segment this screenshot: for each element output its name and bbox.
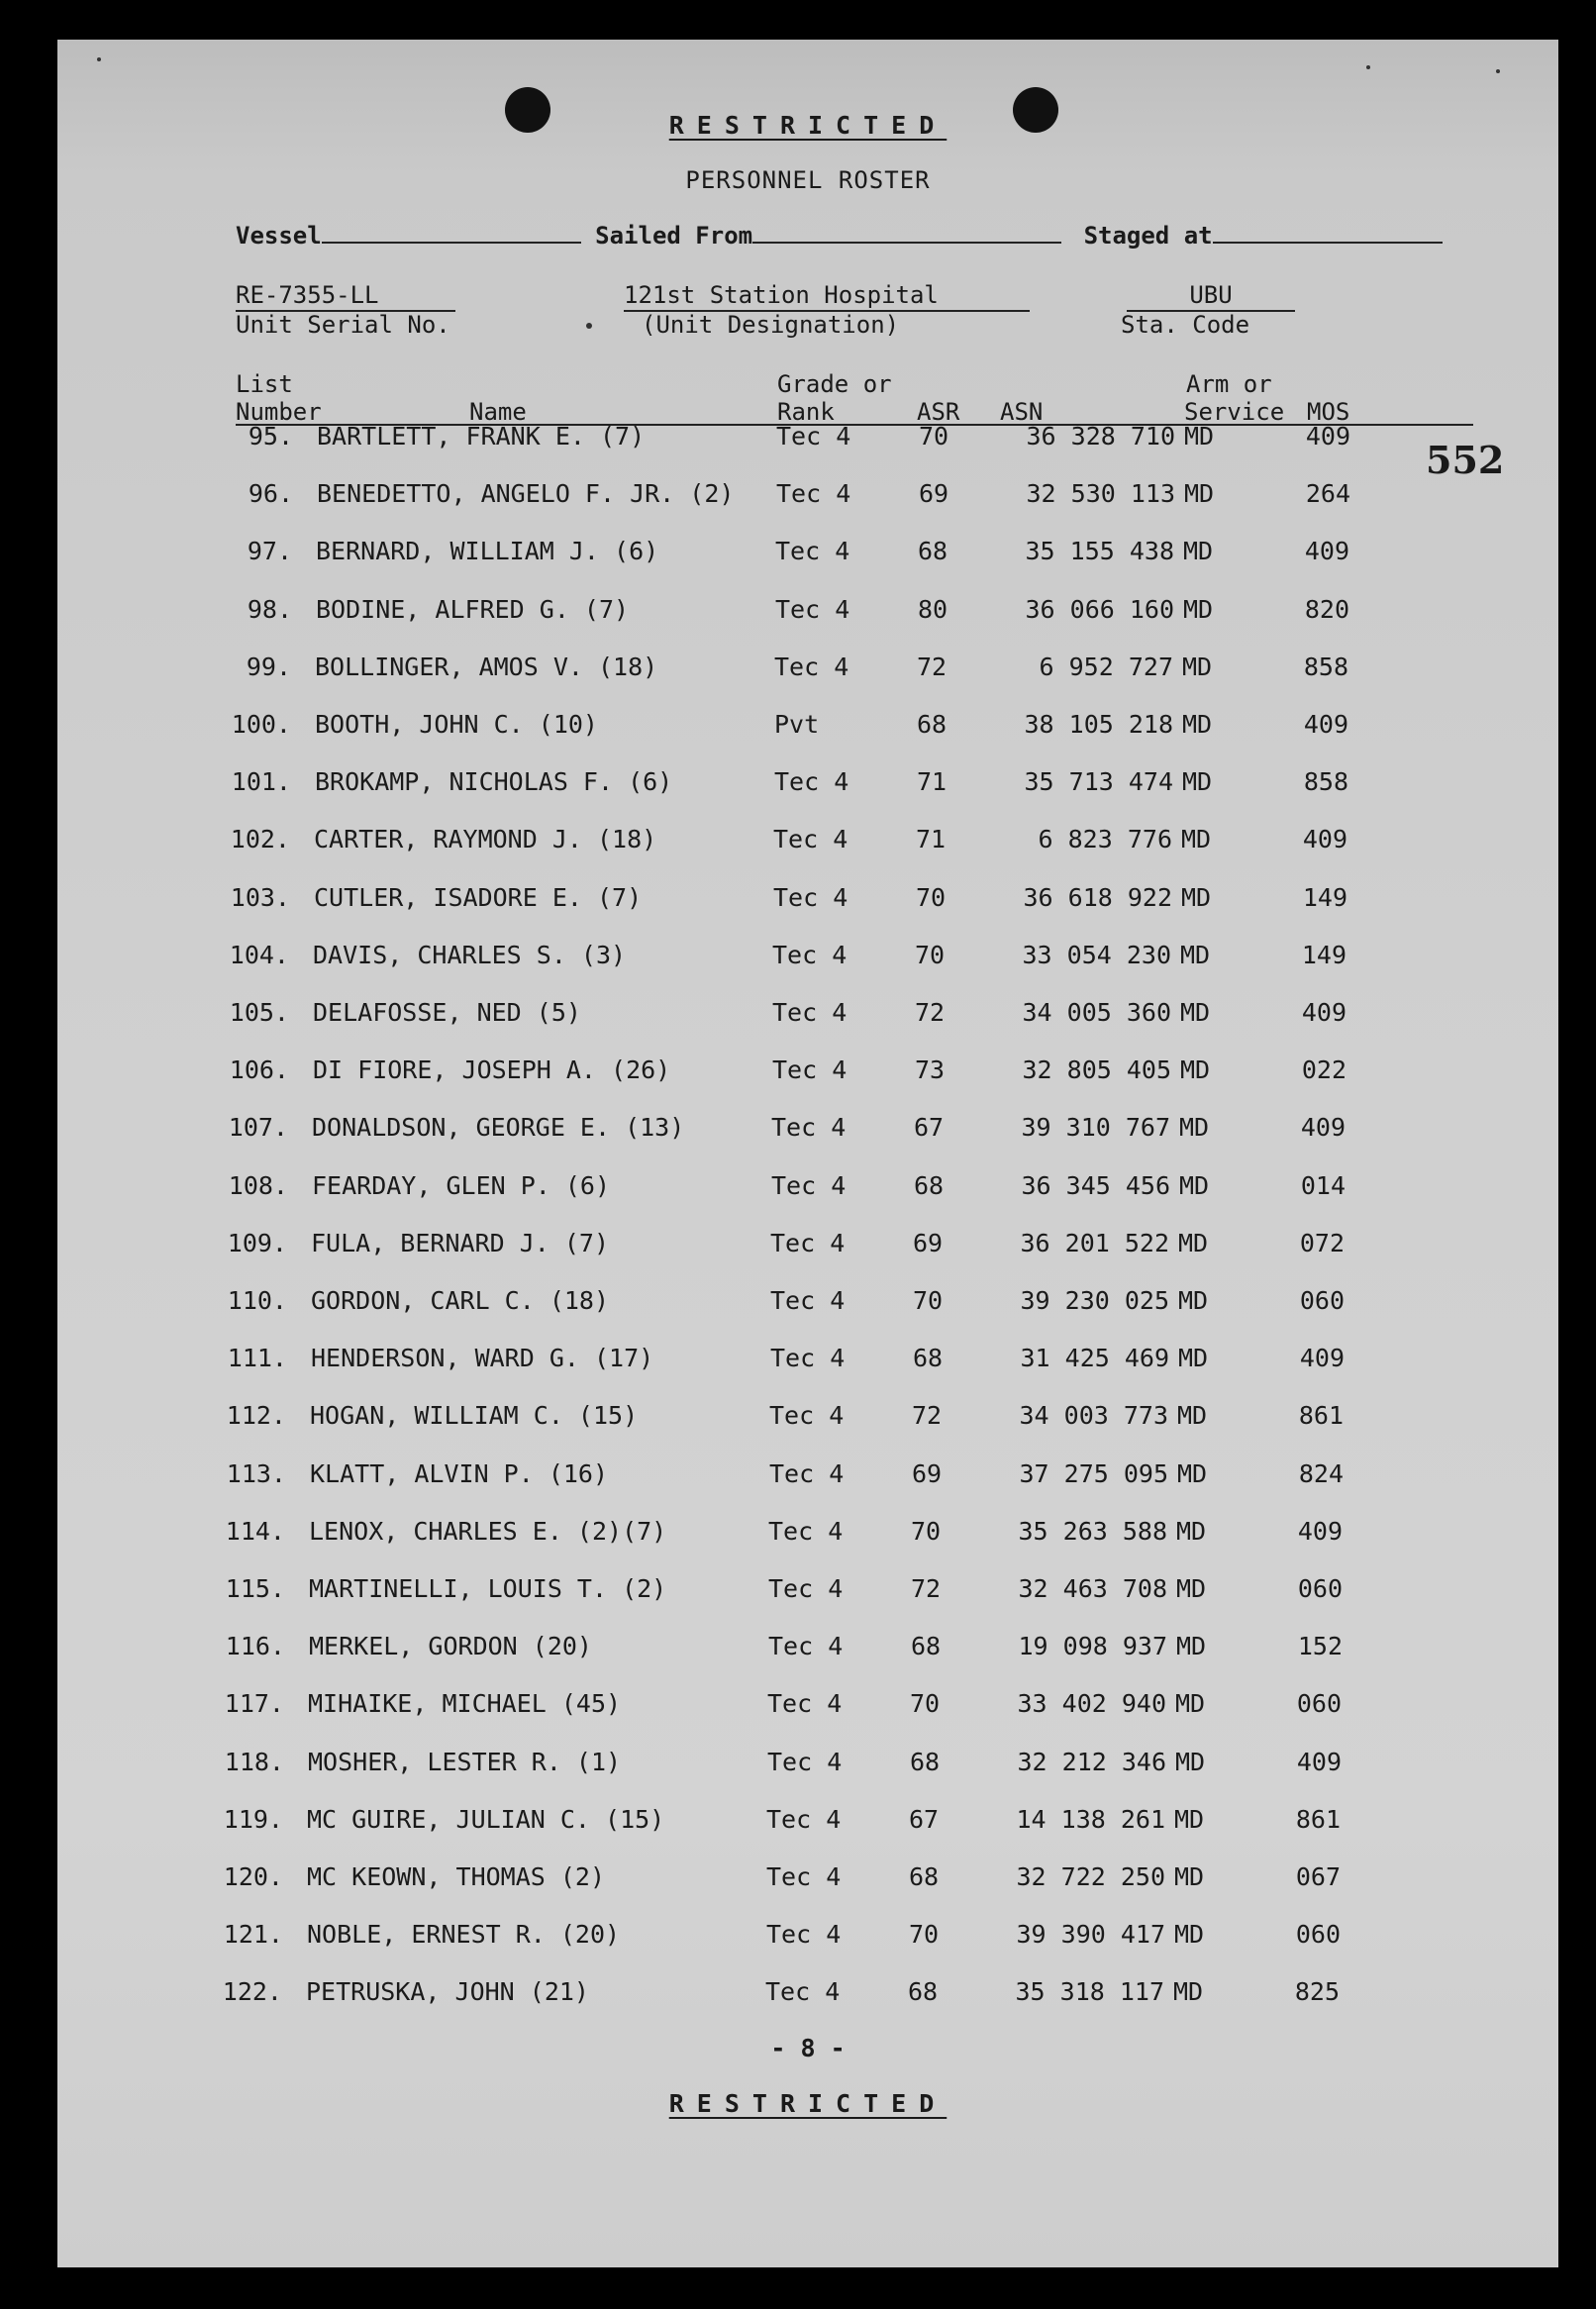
col-mos: MOS: [1307, 398, 1350, 426]
list-number-cell: 121.: [223, 1920, 283, 1950]
arm-service-cell: MD: [1173, 1977, 1204, 2007]
name-cell: HOGAN, WILLIAM C. (15): [310, 1401, 639, 1431]
name-cell: MARTINELLI, LOUIS T. (2): [309, 1574, 667, 1603]
arm-service-cell: MD: [1184, 479, 1215, 509]
vessel-label: Vessel: [236, 222, 322, 250]
arm-service-cell: MD: [1174, 1920, 1205, 1950]
rank-cell: Tec 4: [766, 1920, 842, 1950]
speck: [1496, 69, 1500, 73]
table-row: [57, 1344, 1558, 1383]
mos-cell: 264: [1305, 479, 1350, 509]
list-number-cell: 98.: [247, 594, 292, 624]
arm-service-cell: MD: [1178, 1228, 1209, 1257]
rank-cell: Tec 4: [773, 882, 848, 912]
rank-cell: Tec 4: [769, 1458, 845, 1488]
list-number-cell: 106.: [229, 1055, 289, 1085]
asr-cell: 72: [912, 1401, 943, 1431]
arm-service-cell: MD: [1174, 1804, 1205, 1834]
list-number-cell: 112.: [226, 1401, 286, 1431]
mos-cell: 149: [1301, 940, 1347, 969]
list-number-cell: 103.: [230, 882, 290, 912]
name-cell: BARTLETT, FRANK E. (7): [317, 422, 646, 451]
arm-service-cell: MD: [1178, 1286, 1209, 1315]
asr-cell: 68: [910, 1747, 941, 1776]
arm-service-cell: MD: [1181, 825, 1212, 854]
asr-cell: 72: [911, 1574, 942, 1603]
list-number-cell: 118.: [224, 1747, 284, 1776]
rank-cell: Tec 4: [774, 652, 849, 681]
col-name: Name: [469, 398, 527, 426]
asr-cell: 67: [914, 1113, 945, 1143]
arm-service-cell: MD: [1175, 1747, 1206, 1776]
list-number-cell: 111.: [227, 1344, 287, 1373]
mos-cell: 409: [1304, 537, 1349, 566]
asn-cell: 38 105 218: [1024, 710, 1173, 739]
asn-cell: 37 275 095: [1019, 1458, 1168, 1488]
name-cell: MC KEOWN, THOMAS (2): [307, 1862, 606, 1891]
list-number-cell: 102.: [230, 825, 290, 854]
asn-cell: 19 098 937: [1018, 1632, 1167, 1661]
mos-cell: 409: [1303, 710, 1348, 739]
mos-cell: 409: [1297, 1516, 1343, 1546]
asr-cell: 70: [911, 1516, 942, 1546]
list-number-cell: 95.: [248, 422, 293, 451]
table-row: [57, 1286, 1558, 1326]
col-list-number: [236, 370, 322, 426]
mos-cell: 409: [1300, 1113, 1346, 1143]
mos-cell: 820: [1304, 594, 1349, 624]
arm-service-cell: MD: [1182, 767, 1213, 797]
asn-cell: 36 328 710: [1026, 422, 1175, 451]
asn-cell: 32 722 250: [1016, 1862, 1165, 1891]
vessel-line: [236, 222, 1443, 250]
table-row: [57, 1689, 1558, 1729]
asn-cell: 32 805 405: [1022, 1055, 1171, 1085]
name-cell: NOBLE, ERNEST R. (20): [307, 1920, 621, 1950]
col-arm-label: Arm or: [1186, 370, 1272, 398]
asr-cell: 72: [917, 652, 948, 681]
arm-service-cell: MD: [1182, 710, 1213, 739]
asr-cell: 70: [919, 422, 949, 451]
list-number-cell: 113.: [226, 1458, 286, 1488]
name-cell: MIHAIKE, MICHAEL (45): [308, 1689, 622, 1719]
asr-cell: 71: [917, 767, 948, 797]
arm-service-cell: MD: [1183, 594, 1214, 624]
asr-cell: 71: [916, 825, 947, 854]
sta-code-label: Sta. Code: [1121, 311, 1250, 339]
col-rank-label: Rank: [777, 398, 835, 426]
rank-cell: Tec 4: [775, 537, 850, 566]
arm-service-cell: MD: [1181, 882, 1212, 912]
unit-serial-value: [236, 281, 455, 312]
table-row: [57, 537, 1558, 576]
table-row: [57, 1632, 1558, 1671]
table-row: [57, 1862, 1558, 1902]
rank-cell: Tec 4: [772, 998, 848, 1027]
arm-service-cell: MD: [1180, 1055, 1211, 1085]
table-row: [57, 1805, 1558, 1845]
rank-cell: Tec 4: [768, 1516, 844, 1546]
list-number-cell: 97.: [247, 537, 292, 566]
table-row: [57, 1055, 1558, 1095]
asn-cell: 34 003 773: [1019, 1401, 1168, 1431]
rank-cell: Tec 4: [770, 1344, 846, 1373]
table-row: [57, 1171, 1558, 1211]
name-cell: DONALDSON, GEORGE E. (13): [312, 1113, 685, 1143]
list-number-cell: 96.: [248, 479, 293, 509]
sta-code: UBU: [1127, 281, 1295, 312]
arm-service-cell: MD: [1177, 1458, 1208, 1488]
col-grade: [777, 370, 892, 426]
asn-cell: 36 201 522: [1020, 1228, 1169, 1257]
list-number-cell: 110.: [227, 1286, 287, 1315]
asr-cell: 72: [915, 998, 946, 1027]
mos-cell: 060: [1295, 1920, 1341, 1950]
name-cell: FEARDAY, GLEN P. (6): [312, 1170, 611, 1200]
col-grade-label: Grade or: [777, 370, 892, 398]
name-cell: BODINE, ALFRED G. (7): [316, 594, 630, 624]
list-number-cell: 122.: [222, 1977, 282, 2007]
asr-cell: 68: [918, 537, 948, 566]
asn-cell: 35 318 117: [1015, 1977, 1164, 2007]
col-list-label: List: [236, 370, 293, 398]
name-cell: DAVIS, CHARLES S. (3): [313, 940, 627, 969]
asr-cell: 73: [915, 1055, 946, 1085]
list-number-cell: 117.: [224, 1689, 284, 1719]
table-row: [57, 767, 1558, 807]
name-cell: HENDERSON, WARD G. (17): [311, 1344, 654, 1373]
asn-cell: 6 952 727: [1039, 652, 1173, 681]
list-number-cell: 120.: [223, 1862, 283, 1891]
asn-cell: 32 212 346: [1017, 1747, 1166, 1776]
rank-cell: Tec 4: [766, 1862, 842, 1891]
name-cell: PETRUSKA, JOHN (21): [306, 1977, 589, 2007]
sta-code-value: [1127, 281, 1295, 312]
page-title: PERSONNEL ROSTER: [685, 166, 931, 194]
list-number-cell: 101.: [231, 767, 291, 797]
mos-cell: 409: [1302, 825, 1347, 854]
asr-cell: 70: [913, 1286, 944, 1315]
unit-designation-value: [624, 281, 1030, 312]
asn-cell: 36 345 456: [1021, 1170, 1170, 1200]
table-row: [57, 422, 1558, 461]
classification-header: RESTRICTED: [668, 111, 948, 140]
unit-serial-number: RE-7355-LL: [236, 281, 455, 312]
asr-cell: 70: [909, 1920, 940, 1950]
table-row: [57, 595, 1558, 635]
mos-cell: 022: [1301, 1055, 1347, 1085]
asn-cell: 34 005 360: [1022, 998, 1171, 1027]
rank-cell: Tec 4: [776, 479, 851, 509]
arm-service-cell: MD: [1184, 422, 1215, 451]
asr-cell: 68: [913, 1344, 944, 1373]
list-number-cell: 116.: [225, 1632, 285, 1661]
arm-service-cell: MD: [1174, 1862, 1205, 1891]
mos-cell: 409: [1301, 998, 1347, 1027]
speck: [97, 57, 101, 61]
rank-cell: Tec 4: [774, 767, 849, 797]
list-number-cell: 109.: [227, 1228, 287, 1257]
rank-cell: Tec 4: [771, 1170, 847, 1200]
table-row: [57, 1401, 1558, 1441]
name-cell: BOOTH, JOHN C. (10): [315, 710, 598, 739]
rank-cell: Tec 4: [765, 1977, 841, 2007]
table-row: [57, 1459, 1558, 1499]
asn-cell: 35 263 588: [1018, 1516, 1167, 1546]
arm-service-cell: MD: [1176, 1632, 1207, 1661]
staged-at-blank: [1213, 238, 1443, 244]
asr-cell: 68: [917, 710, 948, 739]
name-cell: BERNARD, WILLIAM J. (6): [316, 537, 659, 566]
arm-service-cell: MD: [1180, 998, 1211, 1027]
arm-service-cell: MD: [1175, 1689, 1206, 1719]
mos-cell: 014: [1300, 1170, 1346, 1200]
asr-cell: 68: [908, 1977, 939, 2007]
table-row: [57, 1920, 1558, 1959]
asr-cell: 80: [918, 594, 948, 624]
asr-cell: 70: [915, 940, 946, 969]
asr-cell: 70: [916, 882, 947, 912]
table-row: [57, 998, 1558, 1038]
asr-cell: 69: [919, 479, 949, 509]
asn-cell: 39 230 025: [1020, 1286, 1169, 1315]
page-number: - 8 -: [770, 2034, 846, 2062]
name-cell: CUTLER, ISADORE E. (7): [314, 882, 643, 912]
asr-cell: 68: [909, 1862, 940, 1891]
name-cell: LENOX, CHARLES E. (2)(7): [309, 1516, 667, 1546]
mos-cell: 858: [1303, 652, 1348, 681]
unit-designation-label: (Unit Designation): [642, 311, 900, 339]
name-cell: MC GUIRE, JULIAN C. (15): [307, 1804, 665, 1834]
mos-cell: 060: [1296, 1689, 1342, 1719]
list-number-cell: 104.: [229, 940, 289, 969]
table-row: [57, 1574, 1558, 1614]
name-cell: GORDON, CARL C. (18): [311, 1286, 610, 1315]
page-stamp-number: 552: [1426, 438, 1505, 482]
table-row: [57, 1977, 1558, 2017]
mos-cell: 858: [1303, 767, 1348, 797]
asr-cell: 69: [913, 1228, 944, 1257]
name-cell: KLATT, ALVIN P. (16): [310, 1458, 609, 1488]
rank-cell: Tec 4: [768, 1574, 844, 1603]
rank-cell: Pvt: [774, 710, 820, 739]
asn-cell: 33 402 940: [1017, 1689, 1166, 1719]
sailed-from-blank: [752, 238, 1061, 244]
asr-cell: 68: [911, 1632, 942, 1661]
mos-cell: 152: [1297, 1632, 1343, 1661]
rank-cell: Tec 4: [767, 1747, 843, 1776]
unit-designation: 121st Station Hospital: [624, 281, 1030, 312]
speck: [1366, 65, 1370, 69]
rank-cell: Tec 4: [772, 940, 848, 969]
rank-cell: Tec 4: [768, 1632, 844, 1661]
rank-cell: Tec 4: [772, 1055, 848, 1085]
asn-cell: 31 425 469: [1020, 1344, 1169, 1373]
asn-cell: 6 823 776: [1038, 825, 1172, 854]
asn-cell: 14 138 261: [1016, 1804, 1165, 1834]
mos-cell: 409: [1296, 1747, 1342, 1776]
mos-cell: 409: [1299, 1344, 1345, 1373]
col-asn: ASN: [1000, 398, 1044, 426]
name-cell: BENEDETTO, ANGELO F. JR. (2): [317, 479, 735, 509]
asr-cell: 69: [912, 1458, 943, 1488]
rank-cell: Tec 4: [776, 422, 851, 451]
list-number-cell: 119.: [223, 1804, 283, 1834]
name-cell: CARTER, RAYMOND J. (18): [314, 825, 657, 854]
name-cell: DI FIORE, JOSEPH A. (26): [313, 1055, 671, 1085]
sailed-from-label: Sailed From: [595, 222, 753, 250]
arm-service-cell: MD: [1180, 940, 1211, 969]
list-number-cell: 100.: [231, 710, 291, 739]
arm-service-cell: MD: [1182, 652, 1213, 681]
mos-cell: 149: [1302, 882, 1347, 912]
arm-service-cell: MD: [1177, 1401, 1208, 1431]
asn-cell: 36 066 160: [1025, 594, 1174, 624]
name-cell: FULA, BERNARD J. (7): [311, 1228, 610, 1257]
asn-cell: 32 530 113: [1026, 479, 1175, 509]
mos-cell: 060: [1299, 1286, 1345, 1315]
asn-cell: 33 054 230: [1022, 940, 1171, 969]
mos-cell: 409: [1305, 422, 1350, 451]
name-cell: MERKEL, GORDON (20): [309, 1632, 592, 1661]
list-number-cell: 115.: [225, 1574, 285, 1603]
rank-cell: Tec 4: [769, 1401, 845, 1431]
arm-service-cell: MD: [1179, 1170, 1210, 1200]
asn-cell: 32 463 708: [1018, 1574, 1167, 1603]
vessel-blank: [322, 238, 581, 244]
asr-cell: 67: [909, 1804, 940, 1834]
list-number-cell: 107.: [228, 1113, 288, 1143]
list-number-cell: 99.: [246, 652, 291, 681]
name-cell: MOSHER, LESTER R. (1): [308, 1747, 622, 1776]
mos-cell: 861: [1298, 1401, 1344, 1431]
arm-service-cell: MD: [1179, 1113, 1210, 1143]
asn-cell: 39 310 767: [1021, 1113, 1170, 1143]
rank-cell: Tec 4: [770, 1286, 846, 1315]
rank-cell: Tec 4: [767, 1689, 843, 1719]
arm-service-cell: MD: [1176, 1574, 1207, 1603]
rank-cell: Tec 4: [771, 1113, 847, 1143]
col-asr: ASR: [917, 398, 960, 426]
name-cell: DELAFOSSE, NED (5): [313, 998, 581, 1027]
table-row: [57, 710, 1558, 750]
rank-cell: Tec 4: [770, 1228, 846, 1257]
table-row: [57, 1517, 1558, 1556]
mos-cell: 861: [1295, 1804, 1341, 1834]
col-number-label: Number: [236, 398, 322, 426]
name-cell: BOLLINGER, AMOS V. (18): [315, 652, 658, 681]
asn-cell: 35 713 474: [1024, 767, 1173, 797]
asn-cell: 35 155 438: [1025, 537, 1174, 566]
asn-cell: 39 390 417: [1016, 1920, 1165, 1950]
mos-cell: 072: [1299, 1228, 1345, 1257]
bullet-dot: [586, 323, 592, 329]
table-row: [57, 479, 1558, 519]
table-row: [57, 1229, 1558, 1268]
mos-cell: 825: [1294, 1977, 1340, 2007]
asr-cell: 68: [914, 1170, 945, 1200]
table-row: [57, 883, 1558, 923]
staged-at-label: Staged at: [1083, 222, 1213, 250]
asr-cell: 70: [910, 1689, 941, 1719]
table-row: [57, 1748, 1558, 1787]
list-number-cell: 105.: [229, 998, 289, 1027]
mos-cell: 824: [1298, 1458, 1344, 1488]
table-row: [57, 825, 1558, 864]
rank-cell: Tec 4: [775, 594, 850, 624]
table-row: [57, 653, 1558, 692]
rank-cell: Tec 4: [773, 825, 848, 854]
table-row: [57, 941, 1558, 980]
classification-footer: RESTRICTED: [668, 2089, 948, 2118]
list-number-cell: 108.: [228, 1170, 288, 1200]
table-row: [57, 1113, 1558, 1153]
arm-service-cell: MD: [1183, 537, 1214, 566]
arm-service-cell: MD: [1176, 1516, 1207, 1546]
name-cell: BROKAMP, NICHOLAS F. (6): [315, 767, 673, 797]
mos-cell: 067: [1295, 1862, 1341, 1891]
arm-service-cell: MD: [1178, 1344, 1209, 1373]
rank-cell: Tec 4: [766, 1804, 842, 1834]
roster-page: [57, 40, 1558, 2267]
unit-serial-label: Unit Serial No.: [236, 311, 450, 339]
list-number-cell: 114.: [225, 1516, 285, 1546]
mos-cell: 060: [1297, 1574, 1343, 1603]
col-arm: [1184, 370, 1284, 426]
asn-cell: 36 618 922: [1023, 882, 1172, 912]
col-service-label: Service: [1184, 398, 1285, 426]
